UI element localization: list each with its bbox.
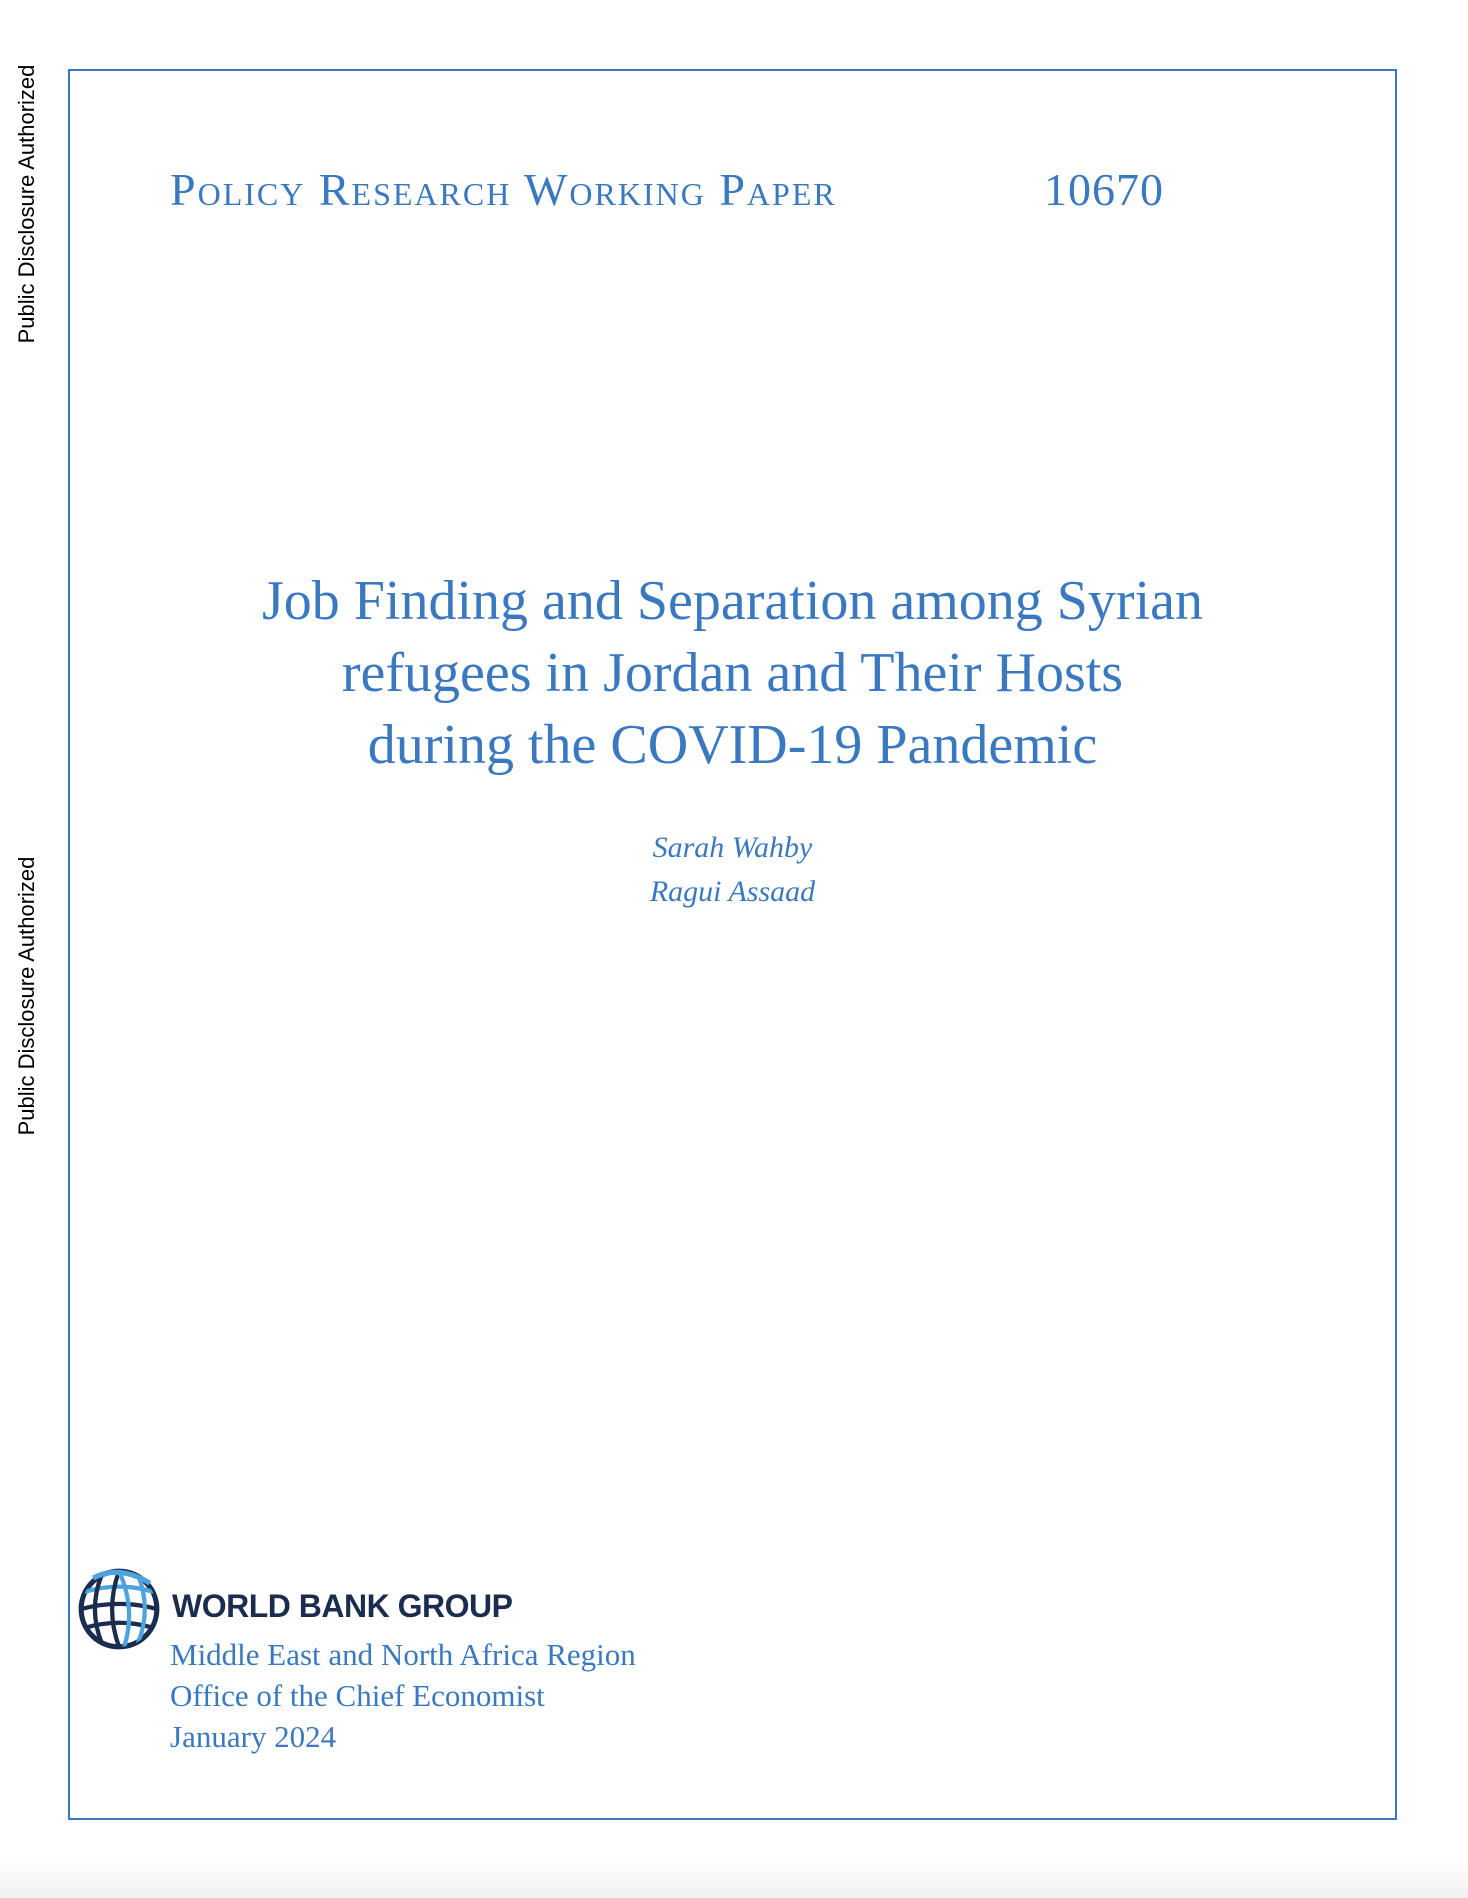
author-name: Ragui Assaad xyxy=(649,875,816,908)
author-name: Sarah Wahby xyxy=(652,831,813,864)
cover-border-frame xyxy=(68,69,1397,1820)
page-bottom-shadow xyxy=(0,1858,1468,1898)
world-bank-group-logo-text: WORLD BANK GROUP xyxy=(172,1588,513,1624)
disclosure-label-middle: Public Disclosure Authorized xyxy=(14,856,39,1136)
paper-title xyxy=(68,565,1397,781)
series-name: Policy Research Working Paper xyxy=(170,164,837,215)
publication-date: January 2024 xyxy=(170,1719,337,1754)
globe-icon xyxy=(76,1566,162,1652)
title-line: Job Finding and Separation among Syrian xyxy=(261,570,1203,632)
title-line: refugees in Jordan and Their Hosts xyxy=(341,642,1124,704)
publisher-info xyxy=(170,1634,636,1757)
disclosure-label-top: Public Disclosure Authorized xyxy=(14,64,39,344)
office-name: Office of the Chief Economist xyxy=(170,1678,545,1713)
region-name: Middle East and North Africa Region xyxy=(170,1637,636,1672)
title-line: during the COVID-19 Pandemic xyxy=(367,714,1098,776)
paper-number: 10670 xyxy=(1044,164,1164,215)
author-list xyxy=(68,826,1397,914)
